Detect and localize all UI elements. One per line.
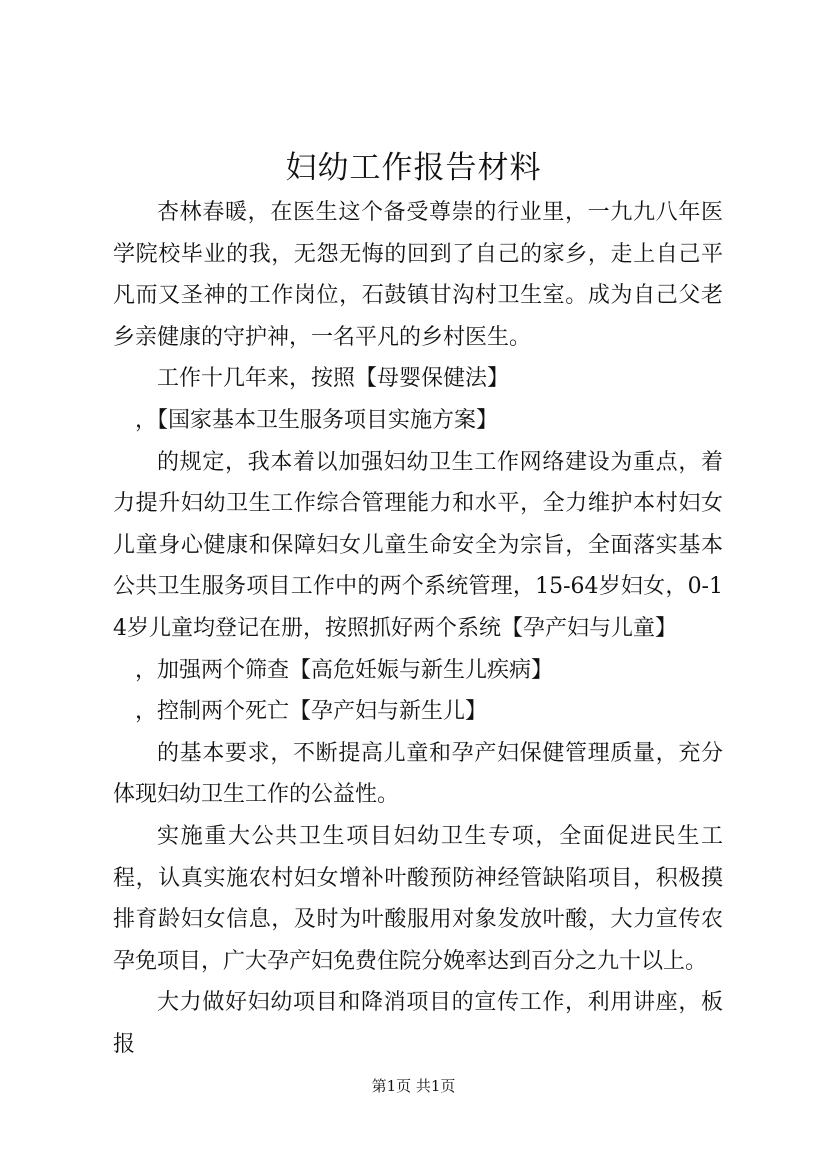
paragraph-requirements: 的基本要求，不断提高儿童和孕产妇保健管理质量，充分体现妇幼卫生工作的公益性。 <box>113 740 723 808</box>
paragraph-mortality-control: ，控制两个死亡【孕产妇与新生儿】 <box>135 699 488 725</box>
document-title: 妇幼工作报告材料 <box>285 150 542 186</box>
paragraph-intro: 杏林春暖，在医生这个备受尊崇的行业里，一九九八年医学院校毕业的我，无怨无悔的回到了自己的家乡，走上自己平凡而又圣神的工作岗位，石鼓镇甘沟村卫生室。成为自己父老乡亲健康的守护神，一名平凡的乡村医生。 <box>113 200 723 350</box>
paragraph-publicity: 大力做好妇幼项目和降消项目的宣传工作，利用讲座，板报 <box>113 990 723 1057</box>
paragraph-national-plan: ，【国家基本卫生服务项目实施方案】 <box>135 407 499 433</box>
paragraph-regulations: 的规定，我本着以加强妇幼卫生工作网络建设为重点，着力提升妇幼卫生工作综合管理能力和水平，全力维护本村妇女儿童身心健康和保障妇女儿童生命安全为宗旨，全面落实基本公共卫生服务项目工作中的两个系统管理，15-64岁妇女，0-14岁儿童均登记在册，按照抓好两个系统【孕产妇与儿童】 <box>113 449 723 641</box>
paragraph-screening: ，加强两个筛查【高危妊娠与新生儿疾病】 <box>135 657 554 683</box>
page-footer: 第1页 共1页 <box>371 1077 456 1095</box>
paragraph-public-health-project: 实施重大公共卫生项目妇幼卫生专项，全面促进民生工程，认真实施农村妇女增补叶酸预防神经管缺陷项目，积极摸排育龄妇女信息，及时为叶酸服用对象发放叶酸，大力宣传农孕免项目，广大孕产妇免费住院分娩率达到百分之九十以上。 <box>113 823 723 974</box>
document-body <box>113 192 723 1065</box>
paragraph-work-years: 工作十几年来，按照【母婴保健法】 <box>157 366 510 392</box>
